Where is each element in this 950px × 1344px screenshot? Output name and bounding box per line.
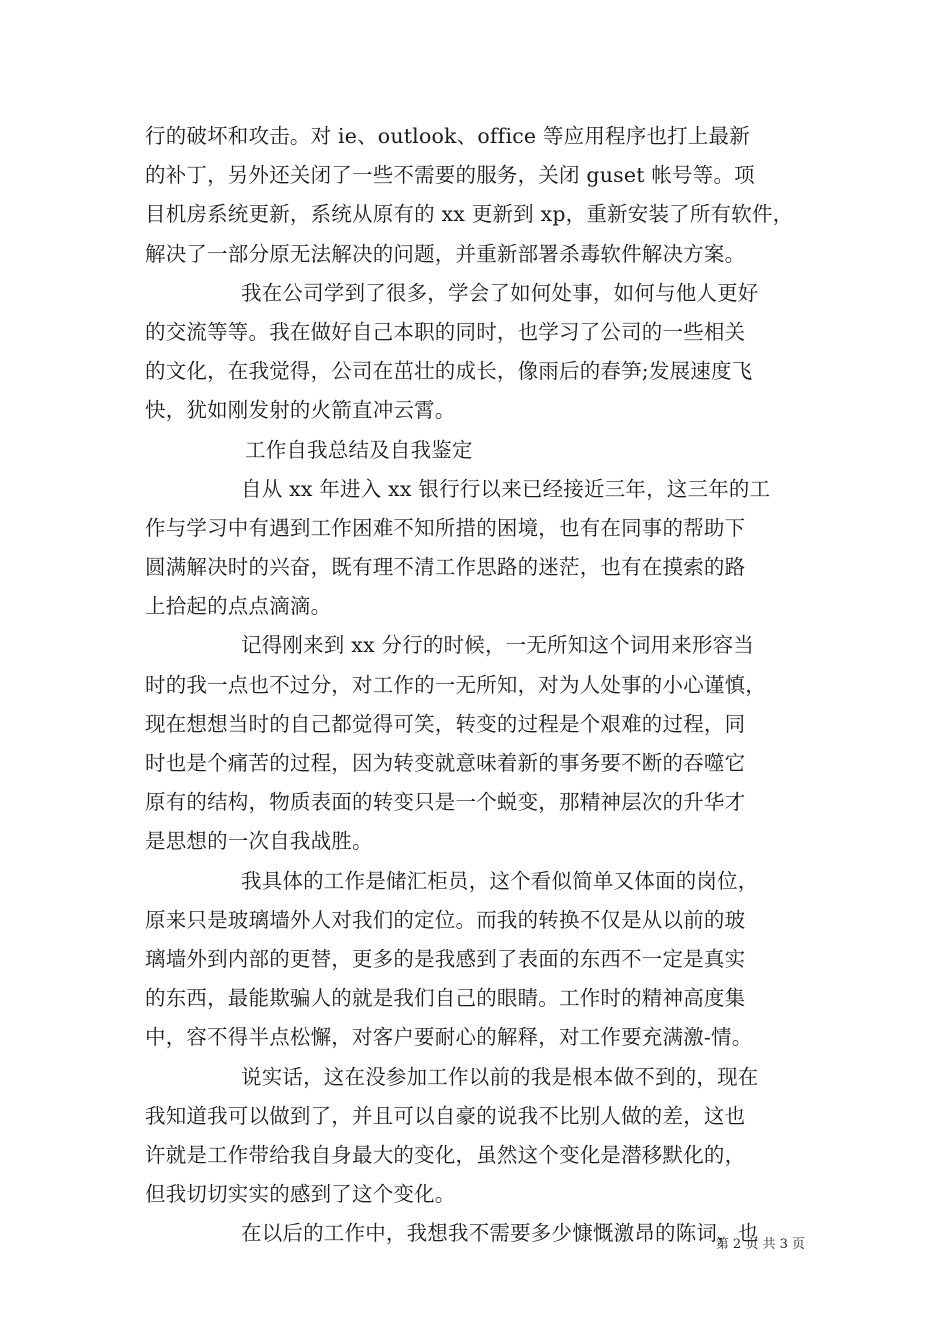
body-line: 中，容不得半点松懈，对客户要耐心的解释，对工作要充满激-情。 <box>145 1025 753 1050</box>
body-line: 快，犹如刚发射的火箭直冲云霄。 <box>145 398 456 423</box>
body-line: 我知道我可以做到了，并且可以自豪的说我不比别人做的差，这也 <box>145 1103 746 1128</box>
paragraph-first-line: 自从 xx 年进入 xx 银行行以来已经接近三年，这三年的工 <box>241 476 771 501</box>
body-line: 但我切切实实的感到了这个变化。 <box>145 1182 456 1207</box>
body-line: 的文化，在我觉得，公司在茁壮的成长，像雨后的春笋;发展速度飞 <box>145 359 753 384</box>
section-heading: 工作自我总结及自我鉴定 <box>245 437 473 462</box>
body-line: 是思想的一次自我战胜。 <box>145 829 373 854</box>
paragraph-first-line: 我在公司学到了很多，学会了如何处事，如何与他人更好 <box>241 280 759 305</box>
paragraph-first-line: 记得刚来到 xx 分行的时候，一无所知这个词用来形容当 <box>241 633 755 658</box>
body-line: 的东西，最能欺骗人的就是我们自己的眼睛。工作时的精神高度集 <box>145 986 746 1011</box>
body-line: 时也是个痛苦的过程，因为转变就意味着新的事务要不断的吞噬它 <box>145 751 746 775</box>
body-line: 许就是工作带给我自身最大的变化，虽然这个变化是潜移默化的， <box>145 1142 746 1167</box>
body-line: 璃墙外到内部的更替，更多的是我感到了表面的东西不一定是真实 <box>145 946 746 971</box>
paragraph-first-line: 在以后的工作中，我想我不需要多少慷慨激昂的陈词，也 <box>241 1221 759 1246</box>
body-line: 的补丁，另外还关闭了一些不需要的服务，关闭 guset 帐号等。项 <box>145 163 755 188</box>
body-line: 的交流等等。我在做好自己本职的同时，也学习了公司的一些相关 <box>145 319 746 344</box>
body-line: 解决了一部分原无法解决的问题，并重新部署杀毒软件解决方案。 <box>145 241 746 266</box>
document-body <box>145 117 817 1253</box>
paragraph-first-line: 说实话，这在没参加工作以前的我是根本做不到的，现在 <box>241 1064 759 1089</box>
body-line: 行的破坏和攻击。对 ie、outlook、office 等应用程序也打上最新 <box>145 124 750 148</box>
body-line: 原有的结构，物质表面的转变只是一个蜕变，那精神层次的升华才 <box>145 790 746 815</box>
body-line: 上拾起的点点滴滴。 <box>145 594 332 619</box>
paragraph-first-line: 我具体的工作是储汇柜员，这个看似简单又体面的岗位， <box>241 868 759 893</box>
body-line: 圆满解决时的兴奋，既有理不清工作思路的迷茫，也有在摸索的路 <box>145 555 746 580</box>
body-line: 时的我一点也不过分，对工作的一无所知，对为人处事的小心谨慎， <box>145 672 766 697</box>
body-line: 原来只是玻璃墙外人对我们的定位。而我的转换不仅是从以前的玻 <box>145 907 746 932</box>
page-number-footer: 第 2 页 共 3 页 <box>715 1237 805 1252</box>
body-line: 作与学习中有遇到工作困难不知所措的困境，也有在同事的帮助下 <box>145 515 746 540</box>
body-line: 目机房系统更新，系统从原有的 xx 更新到 xp，重新安装了所有软件， <box>145 202 794 227</box>
body-line: 现在想想当时的自己都觉得可笑，转变的过程是个艰难的过程，同 <box>145 711 746 736</box>
